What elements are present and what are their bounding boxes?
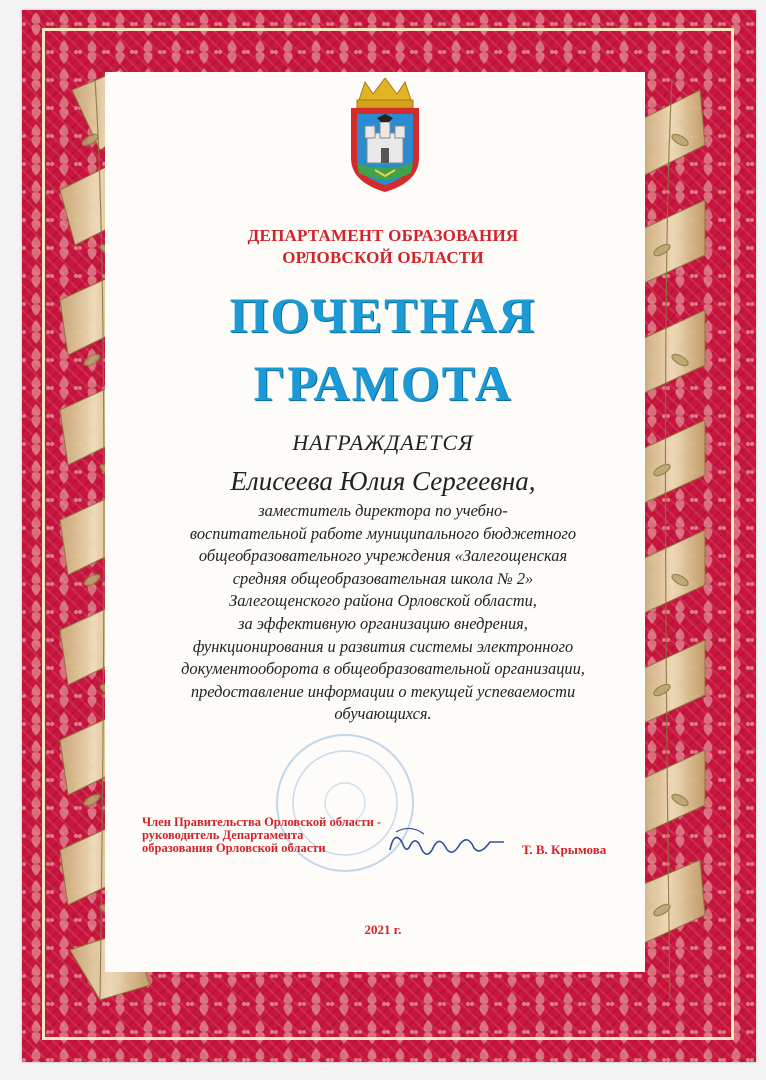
description-line: средняя общеобразовательная школа № 2»	[232, 568, 534, 588]
description-line: заместитель директора по учебно-	[258, 501, 508, 520]
signatory-position-line: образования Орловской области	[142, 841, 326, 855]
description-line: Залегощенского района Орловской области,	[229, 591, 537, 611]
description-line: воспитательной работе муниципального бюджетного	[189, 523, 577, 543]
handwritten-signature-icon	[380, 820, 510, 870]
description-line: документооборота в общеобразовательной организации,	[181, 659, 585, 679]
signatory-position-line: руководитель Департамента	[142, 828, 304, 842]
orel-region-coat-of-arms-icon	[345, 78, 425, 193]
certificate-title-line-2: ГРАМОТА	[253, 355, 513, 411]
description-line: предоставление информации о текущей успеваемости	[190, 681, 576, 701]
certificate-year: 2021 г.	[364, 922, 402, 937]
awarded-label: НАГРАЖДАЕТСЯ	[292, 430, 474, 455]
signatory-name: Т. В. Крымова	[522, 842, 607, 857]
description-line: функционирования и развития системы электронного	[192, 636, 574, 656]
certificate-title-line-1: ПОЧЕТНАЯ	[229, 287, 537, 343]
signatory-position	[142, 816, 381, 855]
signatory-position-line: Член Правительства Орловской области -	[142, 815, 382, 829]
department-line-2: ОРЛОВСКОЙ ОБЛАСТИ	[282, 248, 484, 267]
description-line: за эффективную организацию внедрения,	[238, 613, 528, 633]
recipient-name: Елисеева Юлия Сергеевна,	[230, 466, 536, 496]
description-line: общеобразовательного учреждения «Залегощенская	[198, 546, 568, 566]
description-line: обучающихся.	[334, 704, 432, 724]
award-description	[150, 500, 616, 726]
department-line-1: ДЕПАРТАМЕНТ ОБРАЗОВАНИЯ	[247, 226, 519, 245]
